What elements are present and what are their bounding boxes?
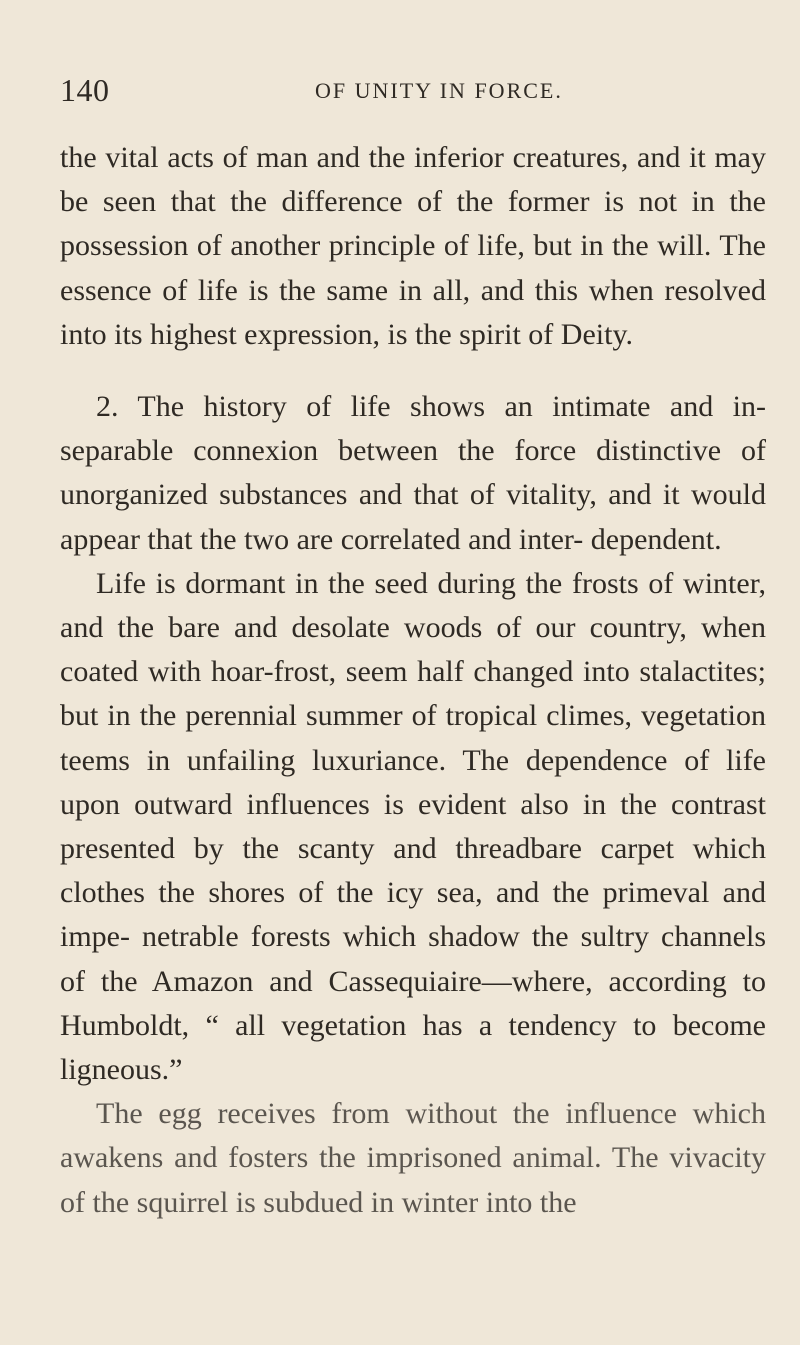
running-head: OF UNITY IN FORCE. <box>315 78 563 103</box>
paragraph-4: The egg receives from without the influence which awakens and fosters the imprisoned animal. The vivacity of the squirrel is subdued in winter into the <box>60 1097 766 1219</box>
page-header <box>60 72 760 112</box>
paragraph-1: the vital acts of man and the inferior creatures, and it may be seen that the difference of the former is not in the possession of another principle of life, but in the will. The essence of life is the same in all, and this when resolved into its highest expression, is the spirit of Deity. <box>60 141 766 351</box>
page-number: 140 <box>60 72 110 108</box>
body-text <box>60 136 766 1225</box>
paragraph-3: Life is dormant in the seed during the frosts of winter, and the bare and desolate woods of our country, when coated with hoar-frost, seem half changed into stalactites; but in the perennial summer of tropical climes, vegetation teems in unfailing luxuriance. The dependence of life upon outward influences is evident also in the contrast presented by the scanty and threadbare carpet which clothes the shores of the icy sea, and the primeval and impe- netrable forests which shadow the sultry channels of the Amazon and Cassequiaire—where, according to Humboldt, “ all vegetation has a tendency to become ligneous.” <box>60 566 766 1087</box>
paragraph-2: 2. The history of life shows an intimate and in- separable connexion between the force distinctive of unorganized substances and that of vitality, and it would appear that the two are correlated and inter- dependent. <box>60 390 766 556</box>
